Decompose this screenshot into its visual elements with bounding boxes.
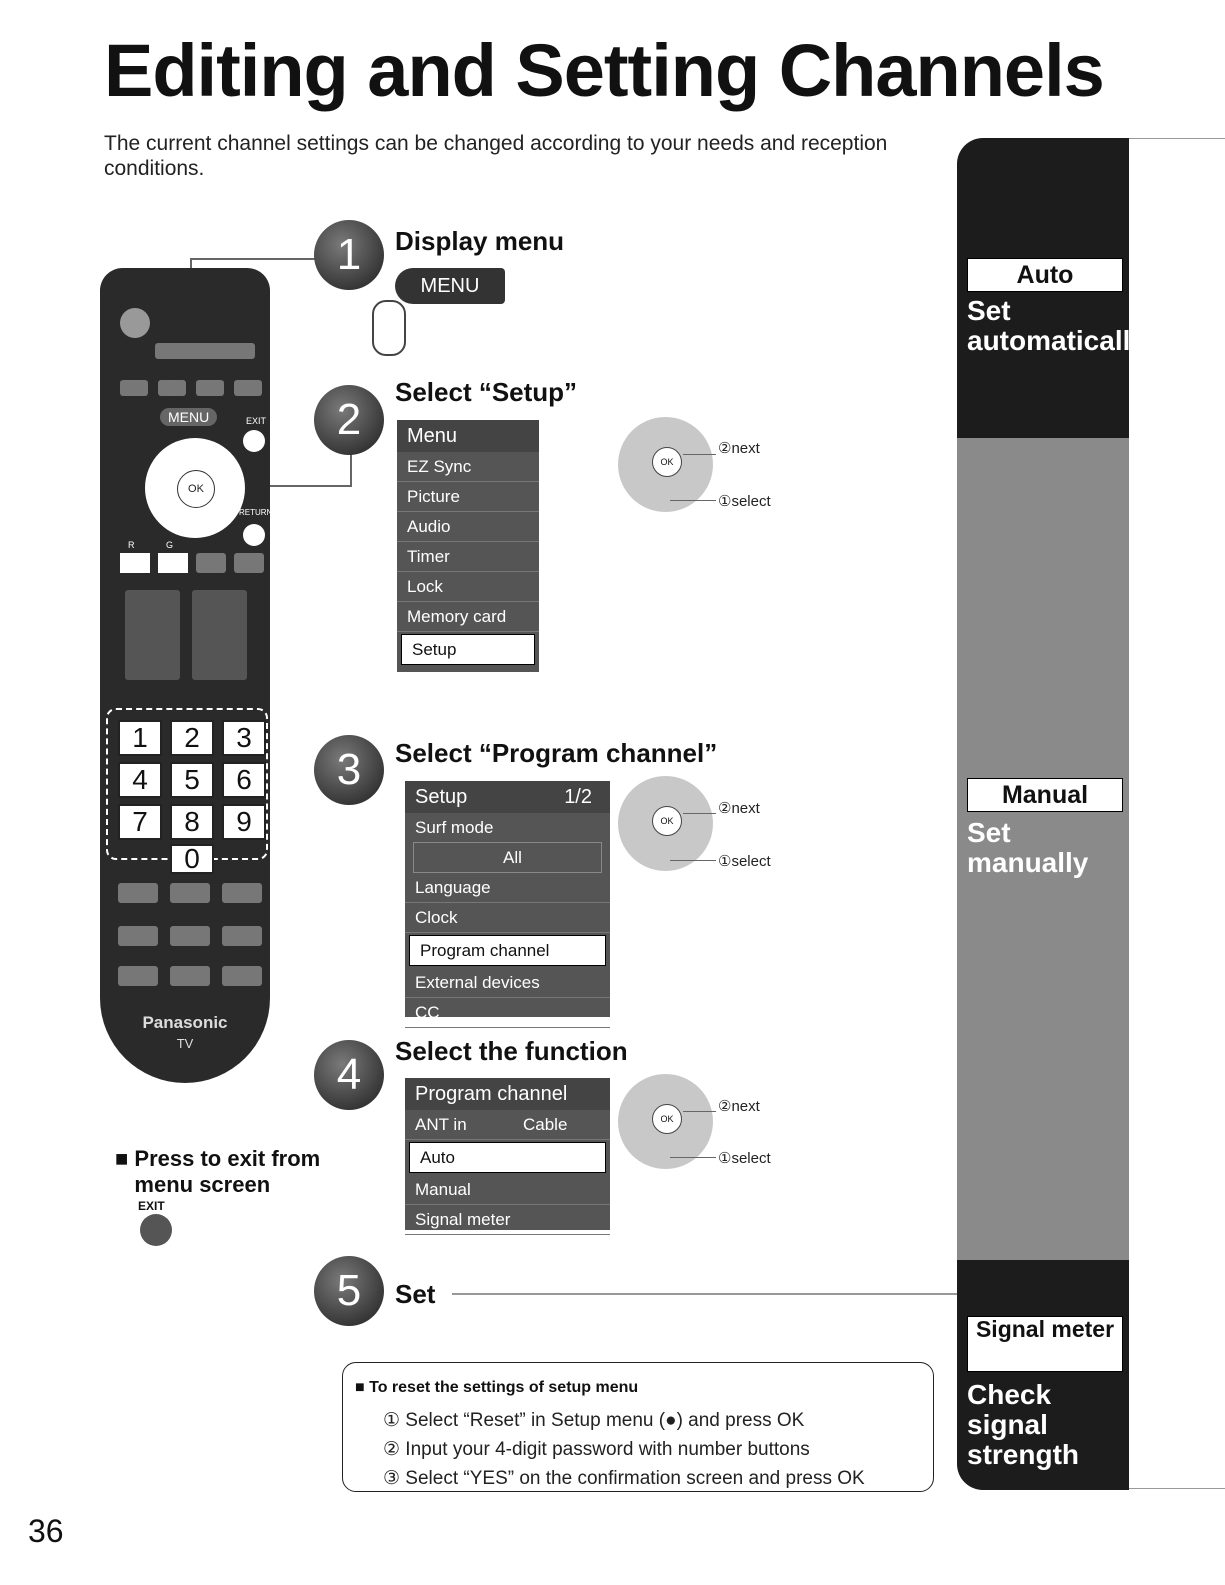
menu-item[interactable]: EZ Sync xyxy=(397,452,539,482)
remote-button[interactable] xyxy=(234,380,262,396)
intro-text: The current channel settings can be changed according to your needs and reception conditions. xyxy=(104,132,888,180)
number-button-2[interactable]: 2 xyxy=(170,720,214,756)
step-5-title: Set xyxy=(395,1279,436,1309)
setup-item-program-channel[interactable]: Program channel xyxy=(409,935,606,966)
reset-step: ① Select “Reset” in Setup menu (●) and press OK xyxy=(383,1410,805,1431)
menu-screen xyxy=(397,420,539,672)
step-2-title: Select “Setup” xyxy=(395,377,578,407)
sidebar-signal-desc: Check signal strength xyxy=(967,1379,1079,1470)
number-button-4[interactable]: 4 xyxy=(118,762,162,798)
callout-line xyxy=(683,1111,716,1112)
color-button-g[interactable] xyxy=(158,540,188,573)
setup-item[interactable]: CC xyxy=(405,998,610,1028)
color-button-b[interactable] xyxy=(234,553,264,573)
ok-icon: OK xyxy=(652,806,682,836)
select-label: ①select xyxy=(718,1150,771,1167)
remote-button[interactable] xyxy=(118,966,158,986)
ok-button[interactable]: OK xyxy=(177,470,215,508)
input-button-row[interactable] xyxy=(155,343,255,359)
number-button-3[interactable]: 3 xyxy=(222,720,266,756)
connector-line xyxy=(190,258,315,260)
sidebar-manual-label: Manual xyxy=(967,778,1123,812)
sidebar-signal-label: Signal meter xyxy=(967,1316,1123,1372)
sidebar-manual-section xyxy=(957,438,1129,1260)
menu-item[interactable]: Memory card xyxy=(397,602,539,632)
program-screen-header: Program channel xyxy=(405,1078,610,1110)
connector-line xyxy=(452,1293,957,1295)
program-item[interactable]: Manual xyxy=(405,1175,610,1205)
step-1-title: Display menu xyxy=(395,226,565,256)
color-button-r[interactable] xyxy=(120,540,150,573)
r-label: R xyxy=(128,540,135,550)
remote-button[interactable] xyxy=(170,966,210,986)
ok-icon: OK xyxy=(652,447,682,477)
setup-item[interactable]: Clock xyxy=(405,903,610,933)
reset-info-box xyxy=(342,1362,934,1492)
brand-logo: Panasonic xyxy=(142,1013,228,1032)
number-button-1[interactable]: 1 xyxy=(118,720,162,756)
exit-note-text: Press to exit from menu screen xyxy=(134,1146,321,1197)
program-item[interactable]: Signal meter xyxy=(405,1205,610,1235)
reset-step: ③ Select “YES” on the confirmation screen and press OK xyxy=(383,1468,865,1489)
channel-rocker[interactable] xyxy=(192,590,247,680)
remote-control xyxy=(100,268,273,1083)
pointing-hand-icon xyxy=(372,300,406,356)
navigation-pad xyxy=(618,1074,713,1169)
step-3-number: 3 xyxy=(314,735,384,805)
callout-line xyxy=(670,500,716,501)
sidebar xyxy=(957,138,1146,1490)
setup-page-indicator: 1/2 xyxy=(564,786,592,808)
menu-button[interactable]: MENU xyxy=(160,408,217,426)
surf-mode-label: Surf mode xyxy=(415,818,494,837)
setup-item[interactable]: External devices xyxy=(405,968,610,998)
exit-note-label: EXIT xyxy=(138,1199,165,1213)
remote-button[interactable] xyxy=(118,883,158,903)
page-title: Editing and Setting Channels xyxy=(104,29,1104,112)
menu-item[interactable]: Lock xyxy=(397,572,539,602)
remote-button[interactable] xyxy=(170,883,210,903)
step-4-title: Select the function xyxy=(395,1036,628,1066)
menu-item[interactable]: Audio xyxy=(397,512,539,542)
next-label: ②next xyxy=(718,1098,760,1115)
callout-line xyxy=(670,1157,716,1158)
select-label: ①select xyxy=(718,853,771,870)
tv-label: TV xyxy=(176,1036,194,1051)
number-button-5[interactable]: 5 xyxy=(170,762,214,798)
menu-button-illustration: MENU xyxy=(395,268,505,304)
remote-button[interactable] xyxy=(120,380,148,396)
select-label: ①select xyxy=(718,493,771,510)
sidebar-auto-desc: Set automatically xyxy=(967,295,1146,356)
menu-screen-header: Menu xyxy=(397,420,539,452)
setup-header-title: Setup xyxy=(415,786,468,808)
g-label: G xyxy=(166,540,174,550)
exit-note: ■ Press to exit from menu screen xyxy=(115,1146,324,1198)
sidebar-auto-section xyxy=(957,138,1146,438)
callout-line xyxy=(683,813,716,814)
setup-screen-header xyxy=(405,781,610,813)
remote-button[interactable] xyxy=(222,966,262,986)
return-button[interactable] xyxy=(243,524,265,546)
number-button-6[interactable]: 6 xyxy=(222,762,266,798)
reset-step: ② Input your 4-digit password with number buttons xyxy=(383,1439,810,1460)
program-channel-screen xyxy=(405,1078,610,1230)
navigation-pad xyxy=(618,776,713,871)
callout-line xyxy=(670,860,716,861)
number-button-7[interactable]: 7 xyxy=(118,804,162,840)
step-1-number: 1 xyxy=(314,220,384,290)
remote-button[interactable] xyxy=(222,883,262,903)
surf-mode-value[interactable]: All xyxy=(413,842,602,873)
sidebar-signal-section xyxy=(957,1260,1129,1490)
menu-item[interactable]: Picture xyxy=(397,482,539,512)
step-3-title: Select “Program channel” xyxy=(395,738,718,768)
sidebar-manual-desc: Set manually xyxy=(967,817,1089,878)
return-label: RETURN xyxy=(239,508,273,517)
remote-button[interactable] xyxy=(170,926,210,946)
number-button-8[interactable]: 8 xyxy=(170,804,214,840)
ant-in-label: ANT in xyxy=(415,1115,467,1134)
setup-item[interactable]: Language xyxy=(405,873,610,903)
callout-line xyxy=(683,454,716,455)
volume-rocker[interactable] xyxy=(125,590,180,680)
next-label: ②next xyxy=(718,440,760,457)
menu-item[interactable]: Timer xyxy=(397,542,539,572)
power-button[interactable] xyxy=(120,308,150,338)
setup-screen xyxy=(405,781,610,1022)
remote-button[interactable] xyxy=(158,380,186,396)
color-button-y[interactable] xyxy=(196,553,226,573)
sidebar-bottom-rule xyxy=(1129,1488,1225,1489)
number-button-0[interactable]: 0 xyxy=(170,844,214,874)
remote-button[interactable] xyxy=(118,926,158,946)
step-2-number: 2 xyxy=(314,385,384,455)
page-number: 36 xyxy=(28,1513,64,1549)
next-label: ②next xyxy=(718,800,760,817)
navigation-pad xyxy=(618,417,713,512)
remote-button[interactable] xyxy=(196,380,224,396)
exit-button[interactable] xyxy=(243,430,265,452)
step-4-number: 4 xyxy=(314,1040,384,1110)
ant-in-value: Cable xyxy=(523,1115,568,1134)
exit-button-illustration xyxy=(140,1214,172,1246)
remote-button[interactable] xyxy=(222,926,262,946)
exit-label: EXIT xyxy=(246,416,267,426)
reset-title: ■ To reset the settings of setup menu xyxy=(355,1379,639,1396)
ok-icon: OK xyxy=(652,1104,682,1134)
step-5-number: 5 xyxy=(314,1256,384,1326)
sidebar-auto-label: Auto xyxy=(967,258,1123,292)
sidebar-top-rule xyxy=(1129,138,1225,139)
ant-in-row[interactable] xyxy=(405,1110,610,1140)
dpad[interactable] xyxy=(145,438,245,538)
reset-title-text: To reset the settings of setup menu xyxy=(369,1379,639,1396)
menu-item-setup[interactable]: Setup xyxy=(401,634,535,665)
number-button-9[interactable]: 9 xyxy=(222,804,266,840)
program-item-auto[interactable]: Auto xyxy=(409,1142,606,1173)
